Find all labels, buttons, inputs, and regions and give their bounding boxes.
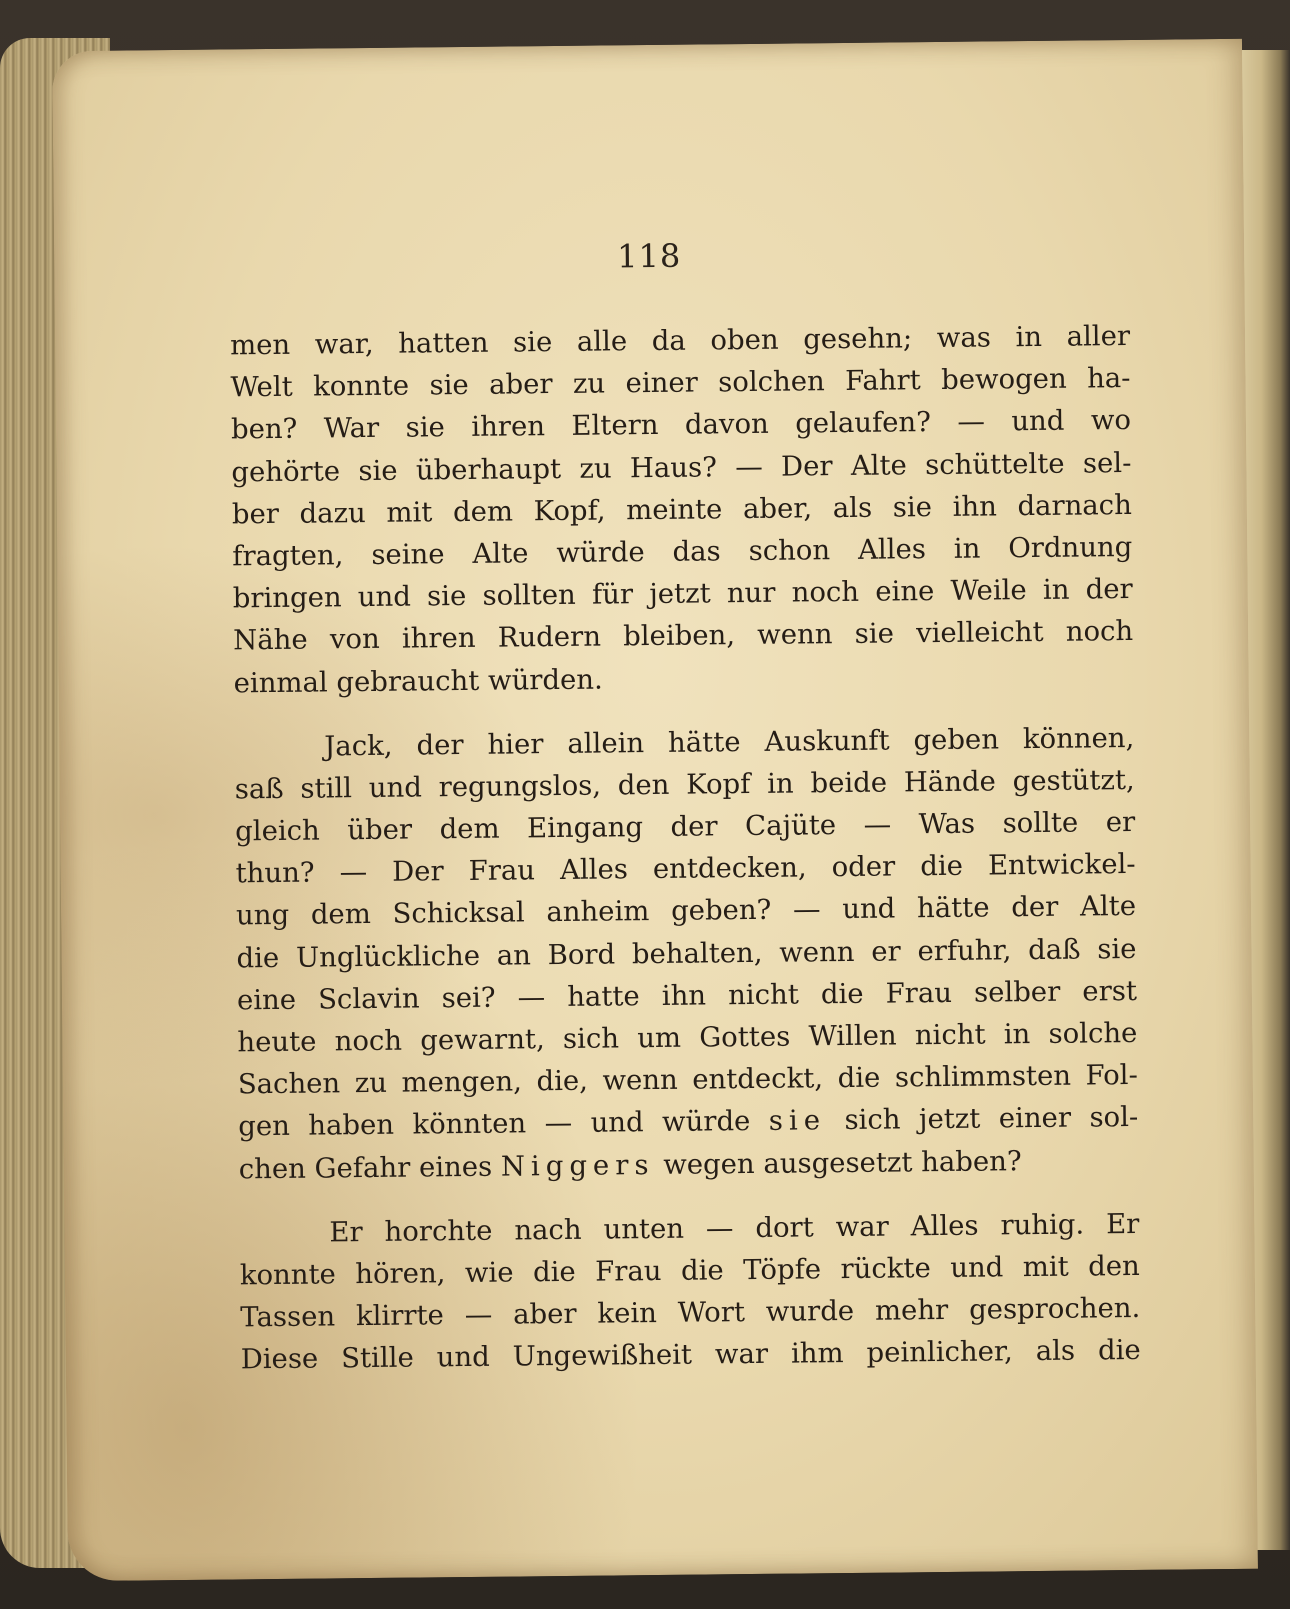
text-line: Jack, der hier allein hätte Auskunft geben können, bbox=[324, 721, 1135, 763]
text-line: bringen und sie sollten für jetzt nur noch eine Weile in der bbox=[232, 573, 1133, 615]
text-line: fragten, seine Alte würde das schon Alles in Ordnung bbox=[232, 530, 1133, 573]
text-line: saß still und regungslos, den Kopf in beide Hände gestützt, bbox=[234, 763, 1135, 806]
text-line: ber dazu mit dem Kopf, meinte aber, als sie ihn darnach bbox=[231, 488, 1132, 531]
text-segment: sich jetzt einer sol- bbox=[844, 1101, 1139, 1137]
text-line: heute noch gewarnt, sich um Gottes Willen nicht in solche bbox=[237, 1016, 1138, 1059]
text-line: Nähe von ihren Rudern bleiben, wenn sie vielleicht noch bbox=[233, 615, 1134, 657]
text-line: die Unglückliche an Bord behalten, wenn er erfuhr, daß sie bbox=[236, 932, 1137, 975]
text-line: thun? — Der Frau Alles entdecken, oder die Entwickel- bbox=[235, 848, 1136, 890]
text-line: Er horchte nach unten — dort war Alles ruhig. Er bbox=[329, 1207, 1140, 1249]
text-line: Tassen klirrte — aber kein Wort wurde mehr gesprochen. bbox=[240, 1292, 1141, 1334]
text-line: Sachen zu mengen, die, wenn entdeckt, die schlimmsten Fol- bbox=[237, 1059, 1138, 1101]
text-line: eine Sclavin sei? — hatte ihn nicht die Frau selber erst bbox=[236, 974, 1138, 1017]
body-text bbox=[230, 315, 1141, 1381]
text-segment: gen haben könnten — und würde bbox=[238, 1105, 751, 1143]
text-line: gleich über dem Eingang der Cajüte — Was sollte er bbox=[235, 806, 1136, 848]
spaced-emphasis: sie bbox=[768, 1104, 827, 1138]
text-line: Welt konnte sie aber zu einer solchen Fahrt bewogen ha- bbox=[230, 362, 1131, 404]
text-line: ung dem Schicksal anheim geben? — und hätte der Alte bbox=[235, 890, 1137, 932]
text-line: konnte hören, wie die Frau die Töpfe rückte und mit den bbox=[239, 1249, 1140, 1292]
page-number: 118 bbox=[616, 236, 682, 276]
text-line: gehörte sie überhaupt zu Haus? — Der Alte schüttelte sel- bbox=[231, 446, 1132, 488]
text-line: einmal gebraucht würden. bbox=[233, 663, 603, 699]
text-segment: chen Gefahr eines bbox=[238, 1150, 493, 1185]
text-segment: wegen ausgesetzt haben? bbox=[663, 1144, 1022, 1181]
text-line: ben? War sie ihren Eltern davon gelaufen? — und wo bbox=[230, 404, 1132, 446]
text-line: men war, hatten sie alle da oben gesehn; was in aller bbox=[229, 320, 1131, 362]
text-line: Diese Stille und Ungewißheit war ihm peinlicher, als die bbox=[240, 1334, 1141, 1376]
spaced-emphasis: Niggers bbox=[500, 1148, 655, 1183]
book-page bbox=[52, 39, 1258, 1581]
